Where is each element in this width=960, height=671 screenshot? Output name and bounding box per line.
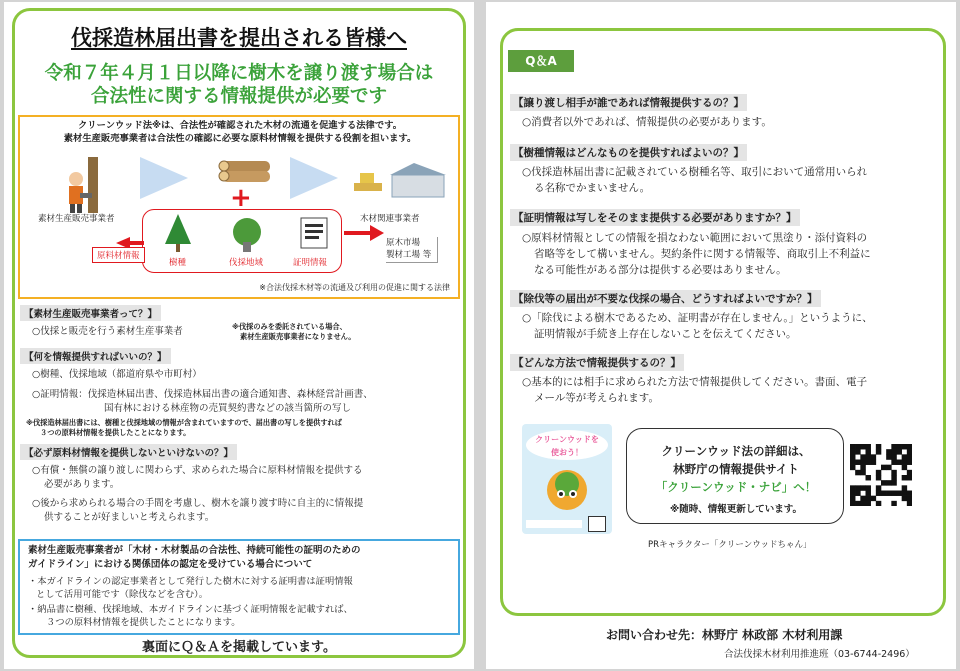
producer-label: 素材生産販売事業者 (38, 214, 115, 224)
qr-module (891, 460, 896, 465)
qr-module (907, 501, 912, 506)
qr-module (860, 454, 865, 459)
cert-head-1: 素材生産販売事業者が「木材・木材製品の合法性、持続可能性の証明のための (28, 545, 361, 556)
markets-label: 原木市場 製材工場 等 (386, 237, 438, 263)
qr-module (850, 501, 855, 506)
qr-module (891, 454, 896, 459)
cert-bullet-2: ・納品書に樹種、伐採地域、本ガイドラインに基づく証明情報を記載すれば、 ３つの原料材情報を提供したことになります。 (28, 604, 353, 628)
species-label: 樹種 (169, 258, 187, 268)
qr-module (860, 444, 865, 449)
qr-module (850, 460, 855, 465)
qr-module (897, 449, 902, 454)
qr-module (871, 460, 876, 465)
qr-module (876, 485, 881, 490)
qr-module (850, 444, 855, 449)
what-note: ※伐採造林届出書には、樹種と伐採地域の情報が含まれていますので、届出書の写しを提供すれば ３つの原料材情報を提供したことになります。 (26, 418, 342, 437)
qr-module (881, 465, 886, 470)
qr-module (866, 485, 871, 490)
qr-module (876, 470, 881, 475)
area-label: 伐採地域 (229, 258, 264, 268)
qr-module (891, 501, 896, 506)
qr-module (866, 491, 871, 496)
arrow-right-icon (344, 225, 384, 241)
answer-2: ○伐採造林届出書に記載されている樹種名等、取引において通常用いられ る名称でかまいません。 (522, 166, 868, 194)
qr-module (866, 449, 871, 454)
what-bullet-1: ○樹種、伐採地域（都道府県や市町村） (32, 369, 202, 380)
what-bullet-2: ○証明情報：伐採造林届出書、伐採造林届出書の適合通知書、森林経営計画書、 国有林における林産物の売買契約書などの該当箇所の写し (32, 389, 373, 414)
back-page (486, 2, 956, 669)
document-icon (299, 216, 329, 250)
qa-label: Q＆A (508, 50, 574, 72)
qr-module (881, 480, 886, 485)
factory-icon (354, 161, 450, 199)
answer-4: ○「除伐による樹木であるため、証明書が存在しません。」というように、 証明情報が手続き上存在しないことを伝えてください。 (522, 312, 873, 340)
front-footer: 裏面にＱ＆Ａを掲載しています。 (142, 640, 336, 655)
subtitle-line-2: 合法性に関する情報提供が必要です (90, 86, 387, 107)
qr-module (855, 470, 860, 475)
qr-module (860, 501, 865, 506)
plus-icon: + (230, 183, 252, 213)
mascot-icon (542, 464, 592, 516)
qr-code-icon[interactable] (850, 444, 912, 506)
page-title: 伐採造林届出書を提出される皆様へ (71, 26, 407, 50)
qr-module (897, 444, 902, 449)
question-5: 【どんな方法で情報提供するの？】 (510, 354, 684, 371)
law-footnote: ※合法伐採木材等の流通及び利用の促進に関する法律 (259, 283, 450, 292)
info-bubble (626, 428, 844, 524)
qr-module (886, 449, 891, 454)
qr-module (871, 496, 876, 501)
flow-arrow-2 (290, 157, 338, 199)
qr-module (866, 460, 871, 465)
qr-module (850, 496, 855, 501)
qr-module (886, 491, 891, 496)
contact-sub: 合法伐採木材利用推進班（03-6744-2496） (724, 649, 915, 660)
contact-info: お問い合わせ先：林野庁 林政部 木材利用課 (606, 628, 843, 642)
qr-module (855, 485, 860, 490)
qr-module (876, 449, 881, 454)
bubble-line-2: 林野庁の情報提供サイト (673, 462, 799, 476)
qr-module (907, 475, 912, 480)
flow-arrow-1 (140, 157, 188, 199)
qr-module (871, 454, 876, 459)
logs-icon (216, 157, 276, 185)
producer-text: ○伐採と販売を行う素材生産事業者 (32, 326, 183, 337)
must-bullet-1: ○有償・無償の譲り渡しに関わらず、求められた場合に原料材情報を提供する 必要があります。 (32, 465, 363, 490)
logger-icon (60, 157, 120, 213)
qr-module (886, 480, 891, 485)
raw-info-tag: 原料材情報 (92, 247, 145, 263)
bubble-line-3[interactable]: 「クリーンウッド・ナビ」へ！ (655, 480, 817, 494)
qr-module (850, 449, 855, 454)
qr-module (886, 454, 891, 459)
qr-module (855, 491, 860, 496)
qr-module (907, 449, 912, 454)
card-qr-icon (588, 516, 606, 532)
producer-note: ※伐採のみを委託されている場合、 素材生産販売事業者になりません。 (232, 322, 356, 341)
cert-bullet-1: ・本ガイドラインの認定事業者として発行した樹木に対する証明書は証明情報 として活用可能です（除伐などを含む）。 (28, 576, 353, 600)
front-page (4, 2, 474, 669)
qr-module (891, 475, 896, 480)
qr-module (891, 491, 896, 496)
qr-module (850, 491, 855, 496)
qr-module (881, 491, 886, 496)
qr-module (855, 460, 860, 465)
qr-module (902, 444, 907, 449)
section-head-what: 【何を情報提供すればいいの？】 (20, 348, 171, 364)
qr-module (876, 475, 881, 480)
qr-module (855, 449, 860, 454)
qr-module (866, 444, 871, 449)
qr-module (860, 470, 865, 475)
qr-module (855, 501, 860, 506)
question-3: 【証明情報は写しをそのまま提供する必要がありますか？】 (510, 209, 800, 226)
intro-line-2: 素材生産販売事業者は合法性の確認に必要な原料材情報を提供する役割を担います。 (63, 133, 417, 144)
qr-module (860, 496, 865, 501)
card-head-1: クリーンウッドを (535, 435, 599, 444)
qr-module (902, 465, 907, 470)
answer-3: ○原料材情報としての情報を損なわない範囲において黒塗り・添付資料の 省略等をして構いません。契約条件に関する情報等、商取引上不利益に なる可能性がある部分は提供する必要はありません。 (522, 232, 871, 276)
section-head-must: 【必ず原料材情報を提供しないといけないの？】 (20, 444, 237, 460)
qr-module (866, 496, 871, 501)
subtitle-line-1: 令和７年４月１日以降に樹木を譲り渡す場合は (44, 63, 434, 84)
qr-module (886, 465, 891, 470)
qr-module (855, 444, 860, 449)
qr-module (860, 465, 865, 470)
qr-module (860, 485, 865, 490)
qr-module (860, 460, 865, 465)
answer-5: ○基本的には相手に求められた方法で情報提供してください。書面、電子 メール等が考えられます。 (522, 376, 868, 404)
qr-module (907, 454, 912, 459)
proof-label: 証明情報 (293, 258, 328, 268)
answer-1: ○消費者以外であれば、情報提供の必要があります。 (522, 116, 772, 128)
qr-module (891, 480, 896, 485)
qr-module (850, 485, 855, 490)
wood-business-label: 木材関連事業者 (360, 214, 420, 224)
qr-module (907, 444, 912, 449)
qr-module (876, 444, 881, 449)
qr-module (897, 460, 902, 465)
clean-wood-card (522, 424, 612, 534)
qr-module (902, 475, 907, 480)
qr-module (850, 454, 855, 459)
qr-module (902, 491, 907, 496)
pr-caption: PRキャラクター「クリーンウッドちゃん」 (648, 540, 812, 550)
qr-module (902, 454, 907, 459)
qr-module (891, 444, 896, 449)
qr-module (907, 460, 912, 465)
qr-module (876, 491, 881, 496)
question-4: 【除伐等の届出が不要な伐採の場合、どうすればよいですか？】 (510, 290, 821, 307)
question-2: 【樹種情報はどんなものを提供すればよいの？】 (510, 144, 747, 161)
qr-module (897, 491, 902, 496)
question-1: 【譲り渡し相手が誰であれば情報提供するの？】 (510, 94, 747, 111)
qr-module (902, 485, 907, 490)
bubble-line-4: ※随時、情報更新しています。 (670, 504, 802, 515)
qr-module (902, 496, 907, 501)
bubble-line-1: クリーンウッド法の詳細は、 (661, 444, 811, 458)
qr-module (850, 465, 855, 470)
intro-line-1: クリーンウッド法※は、合法性が確認された木材の流通を促進する法律です。 (77, 120, 403, 131)
flow-diagram-box (18, 115, 460, 299)
qr-module (907, 491, 912, 496)
qr-module (866, 454, 871, 459)
qr-module (907, 496, 912, 501)
must-bullet-2: ○後から求められる場合の手間を考慮し、樹木を譲り渡す時に自主的に情報提 供することが好ましいと考えられます。 (32, 498, 364, 523)
qr-module (866, 475, 871, 480)
qr-module (891, 449, 896, 454)
certification-box (18, 539, 460, 635)
card-head-2: 使おう！ (551, 448, 583, 457)
section-head-producer: 【素材生産販売事業者って？】 (20, 305, 161, 321)
qr-module (902, 460, 907, 465)
raw-info-box (142, 209, 342, 273)
qr-module (876, 501, 881, 506)
qr-module (907, 470, 912, 475)
card-banner (526, 520, 582, 528)
qr-module (891, 470, 896, 475)
qr-module (866, 501, 871, 506)
forest-area-icon (229, 216, 265, 252)
tree-icon (165, 214, 191, 252)
cert-head-2: ガイドライン」における関係団体の認定を受けている場合について (28, 559, 313, 570)
